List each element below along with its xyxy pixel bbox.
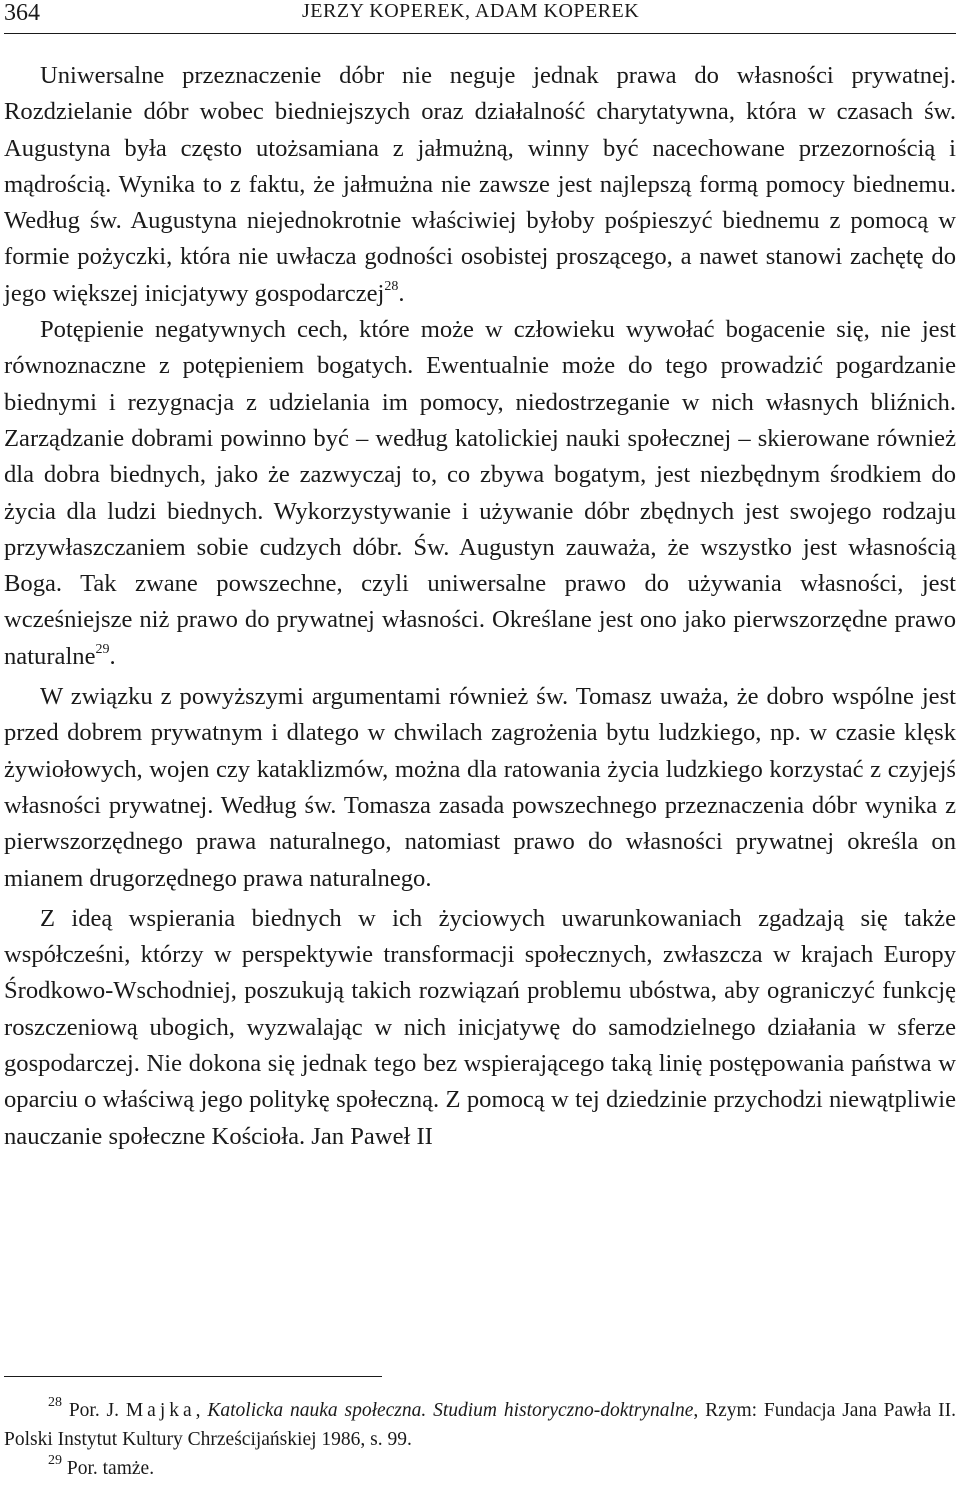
paragraph-1	[4, 58, 956, 312]
paragraph-text: Uniwersalne przeznaczenie dóbr nie neguje jednak prawa do własności prywatnej. Rozdzielanie dóbr wobec biedniejszych oraz działalność charytatywna, która w czasach św. Augustyna była często utożsamiana z jałmużną, winny być nacechowane przezornością i mądrością. Wynika to z faktu, że jałmużna nie zawsze jest najlepszą formą pomocy biednemu. Według św. Augustyna niejednokrotnie właściwiej byłoby pośpieszyć biednemu z pomocą w formie pożyczki, która nie uwłacza godności osobistej proszącego, a nawet stanowi zachętę do jego większej inicjatywy gospodarczej	[4, 62, 956, 307]
footnote-number: 29	[48, 1452, 62, 1468]
paragraph-4	[4, 901, 956, 1155]
paragraph-3	[4, 679, 956, 897]
footnote-ref-29: 29	[95, 641, 110, 657]
paragraph-end: .	[398, 279, 405, 307]
footnote-ref-28: 28	[384, 278, 399, 294]
footnote-rule	[4, 1376, 382, 1377]
footnote-author: Majka	[125, 1400, 196, 1421]
footnote-lead: Por. J.	[68, 1400, 126, 1421]
footnotes	[4, 1396, 956, 1483]
footnote-28	[4, 1396, 956, 1454]
footnote-title: Katolicka nauka społeczna. Studium historyczno-doktrynalne	[207, 1400, 694, 1421]
body-text	[4, 58, 956, 1155]
running-head	[4, 0, 956, 32]
paragraph-text: W związku z powyższymi argumentami również św. Tomasz uważa, że dobro wspólne jest przed dobrem prywatnym i dlatego w chwilach zagrożenia bytu ludzkiego, np. w czasie klęsk żywiołowych, wojen czy kataklizmów, można dla ratowania życia ludzkiego korzystać z czyjejś własności prywatnej. Według św. Tomasza zasada powszechnego przeznaczenia dóbr wynika z pierwszorzędnego prawa naturalnego, natomiast prawo do własności prywatnej określa on mianem drugorzędnego prawa naturalnego.	[4, 683, 956, 892]
footnote-number: 28	[48, 1394, 62, 1410]
paragraph-2	[4, 312, 956, 675]
paragraph-end: .	[109, 642, 116, 670]
footnote-sep: ,	[195, 1400, 208, 1421]
header-rule	[4, 33, 956, 34]
paragraph-text: Potępienie negatywnych cech, które może w człowieku wywołać bogacenie się, nie jest równoznaczne z potępieniem bogatych. Ewentualnie może do tego prowadzić pogardzanie biednymi i rezygnacja z udzielania im pomocy, niedostrzeganie w nich własnych bliźnich. Zarządzanie dobrami powinno być – według katolickiej nauki społecznej – skierowane również dla dobra biednych, jako że zazwyczaj to, co zbywa bogatym, jest niezbędnym środkiem do życia dla ludzi biednych. Wykorzystywanie i używanie dóbr zbędnych jest swojego rodzaju przywłaszczaniem sobie cudzych dóbr. Św. Augustyn zauważa, że wszystko jest własnością Boga. Tak zwane powszechne, czyli uniwersalne prawo do używania własności, jest wcześniejsze niż prawo do prywatnej własności. Określane jest ono jako pierwszorzędne prawo naturalne	[4, 316, 956, 670]
paragraph-text: Z ideą wspierania biednych w ich życiowych uwarunkowaniach zgadzają się także współcześni, którzy w perspektywie transformacji społecznych, zwłaszcza w krajach Europy Środkowo-Wschodniej, poszukują takich rozwiązań problemu ubóstwa, aby ograniczyć funkcję roszczeniową ubogich, wyzwalając w nich inicjatywę do samodzielnego działania w sferze gospodarczej. Nie dokona się jednak tego bez wspierającego taką linię postępowania państwa w oparciu o właściwą jego politykę społeczną. Z pomocą w tej dziedzinie przychodzi niewątpliwie nauczanie społeczne Kościoła. Jan Paweł II	[4, 904, 956, 1150]
footnote-29	[4, 1454, 956, 1483]
page-number: 364	[4, 0, 40, 26]
running-title: JERZY KOPEREK, ADAM KOPEREK	[302, 0, 640, 22]
footnote-rest: , Rzym: Fundacja Jana Pawła II. Polski Instytut Kultury Chrześcijańskiej 1986, s. 99.	[4, 1400, 957, 1450]
footnote-lead: Por. tamże.	[66, 1458, 155, 1479]
